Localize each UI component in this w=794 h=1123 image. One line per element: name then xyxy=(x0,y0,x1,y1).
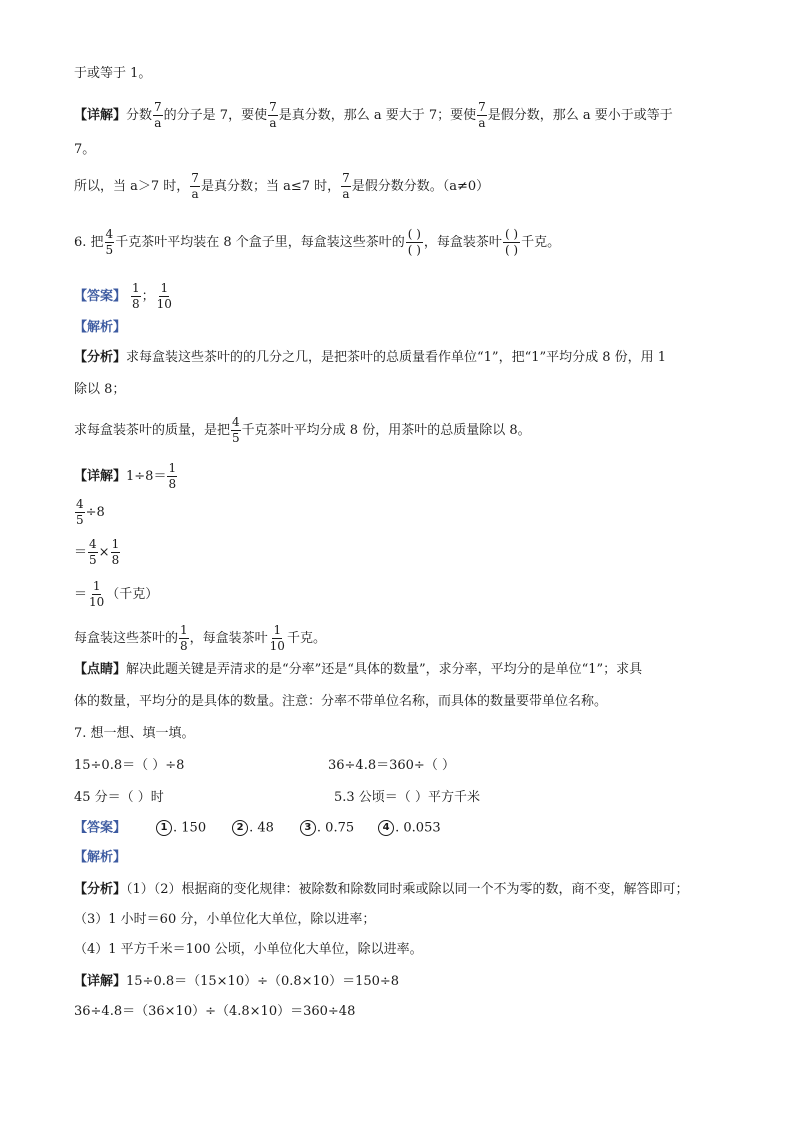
detail-line xyxy=(74,974,399,990)
text-line: 除以 8； xyxy=(74,382,126,397)
text-span: 是假分数，那么 a 要小于或等于 xyxy=(487,108,673,123)
text-span: 6. 把 xyxy=(74,235,104,250)
denominator: 8 xyxy=(111,553,120,567)
text-span: 千克。 xyxy=(286,631,326,646)
text-line: 于或等于 1。 xyxy=(74,66,152,81)
text-span: 是假分数分数。（a≠0） xyxy=(351,179,490,194)
analysis-line xyxy=(74,350,666,366)
text-span: 求每盒装茶叶的质量，是把 xyxy=(74,423,231,438)
fraction xyxy=(153,101,163,130)
fraction xyxy=(268,101,278,130)
fraction xyxy=(231,416,241,445)
question-7-item-1: 15÷0.8＝（ ）÷8 xyxy=(74,758,185,773)
fraction xyxy=(477,101,487,130)
denominator: a xyxy=(191,187,199,201)
text-span: 千克茶叶平均分成 8 份，用茶叶的总质量除以 8。 xyxy=(241,423,531,438)
detail-tag: 【详解】 xyxy=(74,974,127,989)
fraction xyxy=(88,580,105,609)
denominator: a xyxy=(478,116,486,130)
text-line: 7。 xyxy=(74,142,96,157)
text-line: 体的数量，平均分的是具体的数量。注意：分率不带单位名称，而具体的数量要带单位名称。 xyxy=(74,694,608,709)
blank-fraction xyxy=(406,228,423,257)
denominator: a xyxy=(342,187,350,201)
denominator: 5 xyxy=(105,243,114,257)
math-line xyxy=(74,498,105,527)
denominator: 5 xyxy=(76,513,84,527)
denominator: 5 xyxy=(232,431,240,445)
fraction xyxy=(190,172,200,201)
question-7-item-2: 36÷4.8＝360÷（ ） xyxy=(328,758,455,773)
text-span: ＝ xyxy=(74,587,88,602)
text-span: × xyxy=(98,545,110,560)
math-line xyxy=(74,538,121,567)
text-line xyxy=(74,416,531,445)
numerator: 1 xyxy=(132,281,140,295)
text-line: （3）1 小时＝60 分，小单位化大单位，除以进率； xyxy=(74,912,376,927)
numerator: 4 xyxy=(105,227,114,241)
blank-denominator: ( ) xyxy=(407,243,421,257)
answer-value: . 48 xyxy=(249,820,274,836)
denominator: 10 xyxy=(269,639,285,653)
circled-number: 3 xyxy=(300,820,316,836)
denominator: a xyxy=(269,116,277,130)
answer-tag: 【答案】 xyxy=(74,289,127,304)
denominator: 10 xyxy=(156,297,172,311)
text-line: 36÷4.8＝（36×10）÷（4.8×10）＝360÷48 xyxy=(74,1004,356,1019)
text-span: 15÷0.8＝（15×10）÷（0.8×10）＝150÷8 xyxy=(126,974,400,989)
text-span: 千克。 xyxy=(521,235,561,250)
fraction xyxy=(88,538,98,567)
blank-denominator: ( ) xyxy=(504,243,519,257)
analysis-heading: 【解析】 xyxy=(74,320,127,335)
answer-line xyxy=(74,820,441,837)
numerator: 1 xyxy=(168,461,177,475)
denominator: 8 xyxy=(168,477,177,491)
fraction xyxy=(75,498,85,527)
detail-line xyxy=(74,462,178,491)
question-7-item-4: 5.3 公顷＝（ ）平方千米 xyxy=(334,790,480,805)
circled-number: 1 xyxy=(156,820,172,836)
circled-number: 2 xyxy=(232,820,248,836)
text-span: 1÷8＝ xyxy=(126,469,167,484)
circled-number: 4 xyxy=(378,820,394,836)
math-line xyxy=(74,580,158,609)
numerator: 7 xyxy=(191,171,199,185)
numerator: 4 xyxy=(76,497,84,511)
denominator: 8 xyxy=(180,639,188,653)
text-line: （4）1 平方千米＝100 公顷，小单位化大单位，除以进率。 xyxy=(74,942,423,957)
denominator: 10 xyxy=(89,595,105,609)
text-span: ÷8 xyxy=(85,505,105,520)
numerator: 1 xyxy=(160,281,169,295)
numerator: 7 xyxy=(342,171,350,185)
fraction xyxy=(131,282,141,311)
detail-tag: 【详解】 xyxy=(74,469,127,484)
numerator: 7 xyxy=(269,100,277,114)
fraction xyxy=(269,624,286,653)
detail-tag: 【详解】 xyxy=(74,108,127,123)
numerator: 1 xyxy=(273,623,282,637)
blank-numerator: ( ) xyxy=(407,227,421,241)
analysis-heading: 【解析】 xyxy=(74,850,127,865)
text-span: 所以，当 a＞7 时， xyxy=(74,179,190,194)
answer-value: . 0.75 xyxy=(316,820,355,836)
fraction xyxy=(341,172,351,201)
denominator: 5 xyxy=(89,553,97,567)
text-span: （1）（2）根据商的变化规律：被除数和除数同时乘或除以同一个不为零的数，商不变，解答即可； xyxy=(126,882,689,897)
question-6 xyxy=(74,228,560,257)
answer-value: . 0.053 xyxy=(395,820,441,836)
text-span: ＝ xyxy=(74,545,88,560)
analysis-tag: 【分析】 xyxy=(74,350,127,365)
text-span: 的分子是 7，要使 xyxy=(163,108,268,123)
analysis-line xyxy=(74,882,689,898)
blank-fraction xyxy=(503,228,520,257)
separator: ； xyxy=(141,289,155,304)
tip-tag: 【点睛】 xyxy=(74,662,127,677)
text-span: ，每盒装茶叶 xyxy=(423,235,502,250)
answer-value: . 150 xyxy=(173,820,207,836)
numerator: 7 xyxy=(478,100,486,114)
denominator: 8 xyxy=(132,297,140,311)
fraction xyxy=(179,624,189,653)
analysis-tag: 【分析】 xyxy=(74,882,127,897)
answer-tag: 【答案】 xyxy=(74,820,127,836)
text-span: 是真分数，那么 a 要大于 7；要使 xyxy=(278,108,477,123)
numerator: 7 xyxy=(154,100,162,114)
text-line xyxy=(74,172,489,201)
text-span: 每盒装这些茶叶的 xyxy=(74,631,179,646)
fraction xyxy=(111,538,121,567)
question-7-item-3: 45 分＝（ ）时 xyxy=(74,790,164,805)
fraction xyxy=(167,462,177,491)
text-span: （千克） xyxy=(106,587,159,602)
text-span: 分数 xyxy=(126,108,153,123)
text-span: 是真分数；当 a≤7 时， xyxy=(200,179,341,194)
numerator: 1 xyxy=(92,579,101,593)
detail-line xyxy=(74,101,673,130)
fraction xyxy=(105,228,115,257)
text-span: 千克茶叶平均装在 8 个盒子里，每盒装这些茶叶的 xyxy=(115,235,405,250)
tip-line xyxy=(74,662,642,678)
numerator: 4 xyxy=(232,415,240,429)
answer-line xyxy=(74,282,174,311)
text-line xyxy=(74,624,326,653)
denominator: a xyxy=(154,116,162,130)
blank-numerator: ( ) xyxy=(504,227,519,241)
numerator: 1 xyxy=(111,537,120,551)
numerator: 1 xyxy=(180,623,188,637)
text-span: 解决此题关键是弄清求的是“分率”还是“具体的数量”，求分率，平均分的是单位“1”；求具 xyxy=(126,662,643,677)
question-7: 7. 想一想、填一填。 xyxy=(74,726,195,741)
fraction xyxy=(156,282,173,311)
numerator: 4 xyxy=(89,537,97,551)
text-span: 求每盒装这些茶叶的的几分之几，是把茶叶的总质量看作单位“1”，把“1”平均分成 8 份，用 1 xyxy=(126,350,667,365)
text-span: ，每盒装茶叶 xyxy=(189,631,268,646)
